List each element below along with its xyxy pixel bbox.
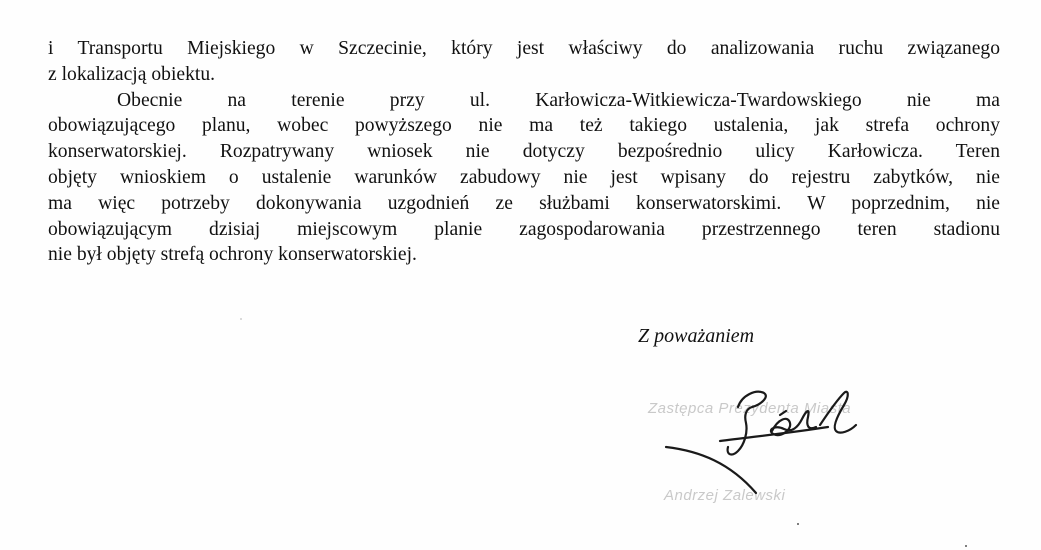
body-line: z lokalizacją obiektu.: [48, 63, 216, 85]
body-line: nie był objęty strefą ochrony konserwatorskiej.: [48, 244, 417, 266]
stamp-title: Zastępca Prezydenta Miasta: [648, 400, 852, 417]
letter-body: [48, 36, 1000, 268]
body-line: obowiązującego planu, wobec powyższego nie ma też takiego ustalenia, jak strefa ochrony: [48, 115, 1000, 137]
handwritten-signature: [660, 385, 870, 505]
body-line: ma więc potrzeby dokonywania uzgodnień ze służbami konserwatorskimi. W poprzednim, nie: [48, 192, 1000, 214]
scan-speck: [797, 523, 799, 525]
stamp-name: Andrzej Zalewski: [664, 487, 786, 504]
scan-speck: [240, 318, 242, 320]
body-line: obowiązującym dzisiaj miejscowym planie zagospodarowania przestrzennego teren stadionu: [48, 218, 1000, 240]
body-line: Obecnie na terenie przy ul. Karłowicza-Witkiewicza-Twardowskiego nie ma: [117, 89, 1000, 111]
body-line: konserwatorskiej. Rozpatrywany wniosek nie dotyczy bezpośrednio ulicy Karłowicza. Teren: [48, 141, 1000, 163]
body-line: i Transportu Miejskiego w Szczecinie, który jest właściwy do analizowania ruchu związanego: [48, 38, 1000, 59]
scan-speck: [965, 545, 967, 547]
body-line: objęty wnioskiem o ustalenie warunków zabudowy nie jest wpisany do rejestru zabytków, nie: [48, 166, 1000, 188]
closing-salutation: Z poważaniem: [638, 325, 755, 347]
